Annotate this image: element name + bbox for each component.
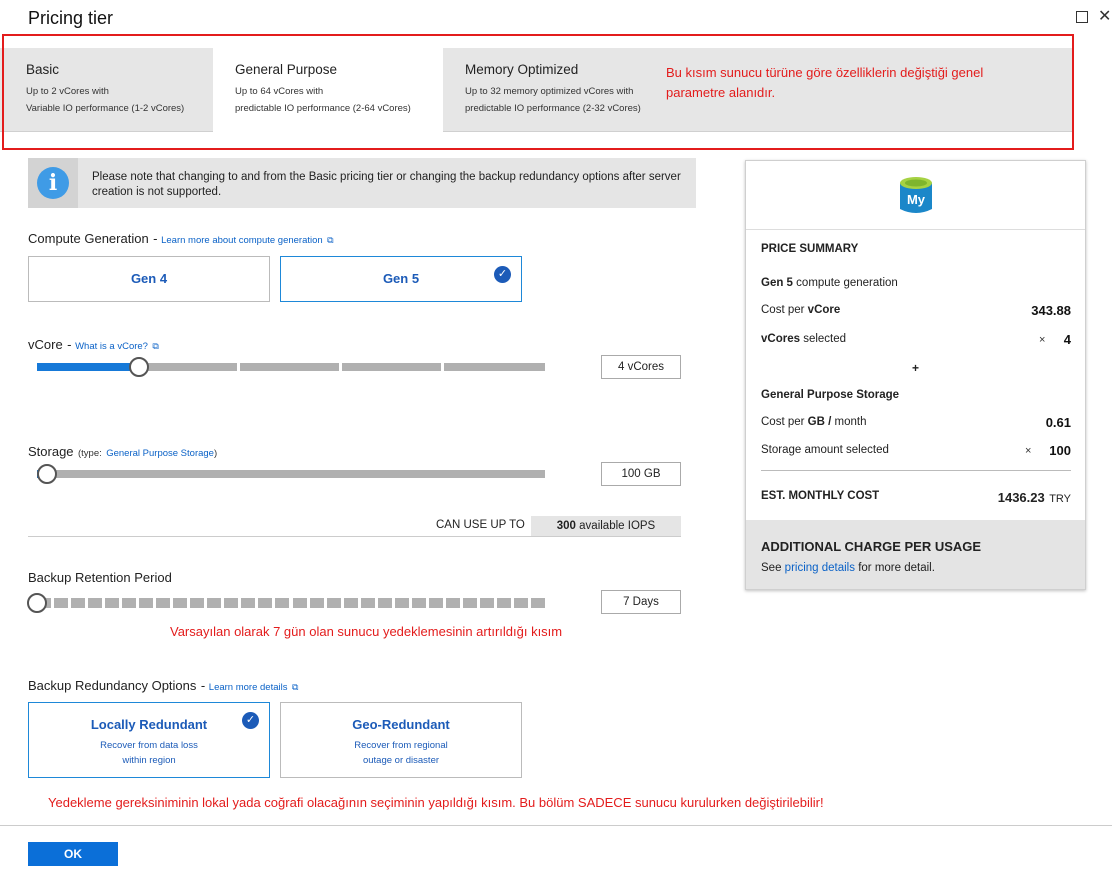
vcore-value-box[interactable]: 4 vCores — [601, 355, 681, 379]
additional-charge-text — [761, 562, 935, 574]
vcore-tick — [441, 363, 444, 371]
tier-annotation-line1: Bu kısım sunucu türüne göre özelliklerin değiştiği genel — [666, 65, 984, 80]
iops-box — [531, 516, 681, 536]
backup-slider-segment — [275, 598, 289, 608]
backup-slider-segment — [480, 598, 494, 608]
tab-general-purpose-desc1: Up to 64 vCores with — [235, 86, 324, 97]
gen5-check-icon: ✓ — [494, 266, 511, 283]
est-value: 1436.23 — [997, 490, 1045, 505]
storage-slider-track[interactable] — [37, 470, 545, 478]
storage-value-box[interactable]: 100 GB — [601, 462, 681, 486]
vcore-header: vCore - What is a vCore? ⧉ — [28, 337, 159, 352]
additional-charge-box — [746, 520, 1085, 589]
close-icon[interactable]: ✕ — [1098, 8, 1112, 25]
storage-times-icon: × — [1025, 445, 1032, 457]
summary-gen-rest: compute generation — [796, 277, 898, 289]
tab-general-purpose-label: General Purpose — [235, 62, 338, 77]
backup-slider-segment — [71, 598, 85, 608]
gb-rest: month — [834, 416, 867, 428]
backup-slider-segment — [327, 598, 341, 608]
vcores-value: 4 — [1063, 332, 1071, 347]
compute-generation-link[interactable]: Learn more about compute generation — [161, 235, 323, 246]
est-monthly-cost — [960, 489, 1071, 507]
backup-slider-segment — [156, 598, 170, 608]
gen5-option[interactable]: Gen 5 — [280, 256, 522, 302]
tab-basic-desc2: Variable IO performance (1-2 vCores) — [26, 103, 185, 114]
backup-slider-segment — [258, 598, 272, 608]
backup-slider-segment — [122, 598, 136, 608]
vcores-bold: vCores — [761, 333, 800, 345]
tab-memory-optimized-desc1: Up to 32 memory optimized vCores with — [465, 86, 634, 97]
tab-general-purpose-desc2: predictable IO performance (2-64 vCores) — [235, 103, 411, 114]
storage-label: Storage — [28, 444, 74, 459]
iops-label: CAN USE UP TO — [436, 519, 525, 531]
redundancy-link[interactable]: Learn more details — [208, 682, 288, 693]
annotation-highlight-box — [2, 34, 1074, 150]
external-link-icon: ⧉ — [291, 682, 299, 692]
summary-gen-bold: Gen 5 — [761, 277, 793, 289]
cost-per-prefix: Cost per — [761, 304, 805, 316]
footer-divider — [0, 825, 1112, 826]
cost-per-bold: vCore — [807, 304, 841, 316]
backup-slider-segment — [514, 598, 528, 608]
locally-redundant-desc1: Recover from data loss — [100, 740, 198, 751]
vcore-tick — [339, 363, 342, 371]
tab-memory-optimized-desc2: predictable IO performance (2-32 vCores) — [465, 103, 641, 114]
pricing-details-link[interactable]: pricing details — [784, 562, 855, 574]
backup-annotation: Varsayılan olarak 7 gün olan sunucu yedeklemesinin artırıldığı kısım — [170, 624, 563, 639]
vcore-label: vCore — [28, 337, 63, 352]
redundancy-label: Backup Redundancy Options — [28, 678, 197, 693]
backup-slider-track[interactable] — [37, 598, 545, 608]
compute-generation-header: Compute Generation - Learn more about compute generation ⧉ — [28, 231, 334, 246]
cost-per-vcore-value: 343.88 — [1031, 303, 1071, 318]
backup-slider-segment — [224, 598, 238, 608]
redundancy-annotation: Yedekleme gereksiniminin lokal yada coğrafi olacağının seçiminin yapıldığı kısım. Bu bölüm SADECE sunucu kurulurken değiştirilebilir! — [48, 795, 824, 810]
backup-slider-segment — [497, 598, 511, 608]
backup-retention-label: Backup Retention Period — [28, 570, 172, 585]
backup-slider-segment — [446, 598, 460, 608]
external-link-icon: ⧉ — [152, 341, 159, 351]
redundancy-header: Backup Redundancy Options - Learn more details ⧉ — [28, 678, 299, 693]
storage-type-prefix: (type: — [78, 448, 102, 459]
page-title: Pricing tier — [28, 8, 114, 28]
locally-redundant-desc2: within region — [122, 755, 176, 766]
tab-basic-label: Basic — [26, 62, 60, 77]
backup-slider-segment — [361, 598, 375, 608]
add-see: See — [761, 562, 782, 574]
backup-slider-segment — [378, 598, 392, 608]
geo-redundant-desc1: Recover from regional — [354, 740, 448, 751]
vcore-tick — [237, 363, 240, 371]
storage-amount-value: 100 — [1049, 443, 1071, 458]
vcore-slider-fill — [37, 363, 139, 371]
storage-slider-thumb[interactable] — [37, 464, 57, 484]
geo-redundant-title: Geo-Redundant — [352, 717, 450, 732]
locally-redundant-title: Locally Redundant — [90, 717, 208, 732]
iops-suffix: available IOPS — [579, 520, 656, 532]
tab-basic-desc1: Up to 2 vCores with — [26, 86, 109, 97]
iops-divider — [28, 536, 681, 537]
external-link-icon: ⧉ — [327, 235, 334, 245]
compute-generation-label: Compute Generation — [28, 231, 149, 246]
summary-divider — [761, 470, 1071, 471]
summary-vcores-label — [761, 333, 846, 345]
backup-slider-segment — [344, 598, 358, 608]
backup-slider-segment — [190, 598, 204, 608]
tier-annotation-line2: parametre alanıdır. — [666, 85, 776, 100]
storage-type-link[interactable]: General Purpose Storage — [106, 448, 214, 459]
backup-slider-segment — [139, 598, 153, 608]
backup-slider-segment — [207, 598, 221, 608]
backup-slider-segment — [241, 598, 255, 608]
vcores-times-icon: × — [1039, 334, 1046, 346]
backup-slider-segment — [54, 598, 68, 608]
storage-heading: General Purpose Storage — [761, 389, 900, 401]
backup-slider-segment — [429, 598, 443, 608]
price-summary-heading: PRICE SUMMARY — [761, 243, 859, 255]
summary-header-divider — [746, 229, 1085, 230]
iops-value: 300 — [556, 520, 576, 532]
plus-icon: + — [912, 361, 920, 375]
backup-slider-segment — [395, 598, 409, 608]
info-icon: i — [37, 167, 69, 199]
vcores-rest: selected — [803, 333, 847, 345]
ok-button[interactable]: OK — [28, 842, 118, 866]
backup-slider-segment — [310, 598, 324, 608]
summary-gb-label — [761, 416, 866, 428]
maximize-icon[interactable] — [1076, 11, 1088, 23]
gen4-option[interactable]: Gen 4 — [28, 256, 270, 302]
backup-slider-segment — [88, 598, 102, 608]
mysql-database-icon — [897, 175, 935, 217]
additional-charge-heading: ADDITIONAL CHARGE PER USAGE — [761, 539, 982, 554]
vcore-link[interactable]: What is a vCore? — [75, 341, 148, 352]
storage-amount-label: Storage amount selected — [761, 444, 889, 456]
backup-slider-segment — [463, 598, 477, 608]
tab-memory-optimized-label: Memory Optimized — [465, 62, 579, 77]
backup-slider-segment — [293, 598, 307, 608]
gb-bold: GB / — [807, 416, 832, 428]
locally-redundant-option[interactable] — [28, 702, 270, 778]
gb-value: 0.61 — [1045, 415, 1071, 430]
add-rest: for more detail. — [858, 562, 935, 574]
geo-redundant-option[interactable] — [280, 702, 522, 778]
gb-prefix: Cost per — [761, 416, 805, 428]
geo-redundant-desc2: outage or disaster — [362, 755, 440, 766]
storage-header — [28, 443, 217, 461]
vcore-slider-thumb[interactable] — [129, 357, 149, 377]
backup-slider-segment — [105, 598, 119, 608]
info-text: Please note that changing to and from the Basic pricing tier or changing the backup redundancy options after server creation is not supported. — [92, 171, 681, 198]
storage-type-suffix: ) — [213, 448, 218, 459]
locally-redundant-check-icon: ✓ — [242, 712, 259, 729]
mysql-logo-text: My — [906, 192, 926, 207]
backup-slider-segment — [412, 598, 426, 608]
backup-slider-segment — [531, 598, 545, 608]
est-currency: TRY — [1049, 493, 1071, 505]
mysql-logo — [897, 175, 935, 222]
backup-slider-thumb[interactable] — [27, 593, 47, 613]
backup-slider-segment — [173, 598, 187, 608]
backup-value-box[interactable]: 7 Days — [601, 590, 681, 614]
summary-gen-row — [761, 277, 898, 289]
est-monthly-label: EST. MONTHLY COST — [761, 490, 880, 502]
summary-cost-per-vcore-label — [761, 304, 840, 316]
